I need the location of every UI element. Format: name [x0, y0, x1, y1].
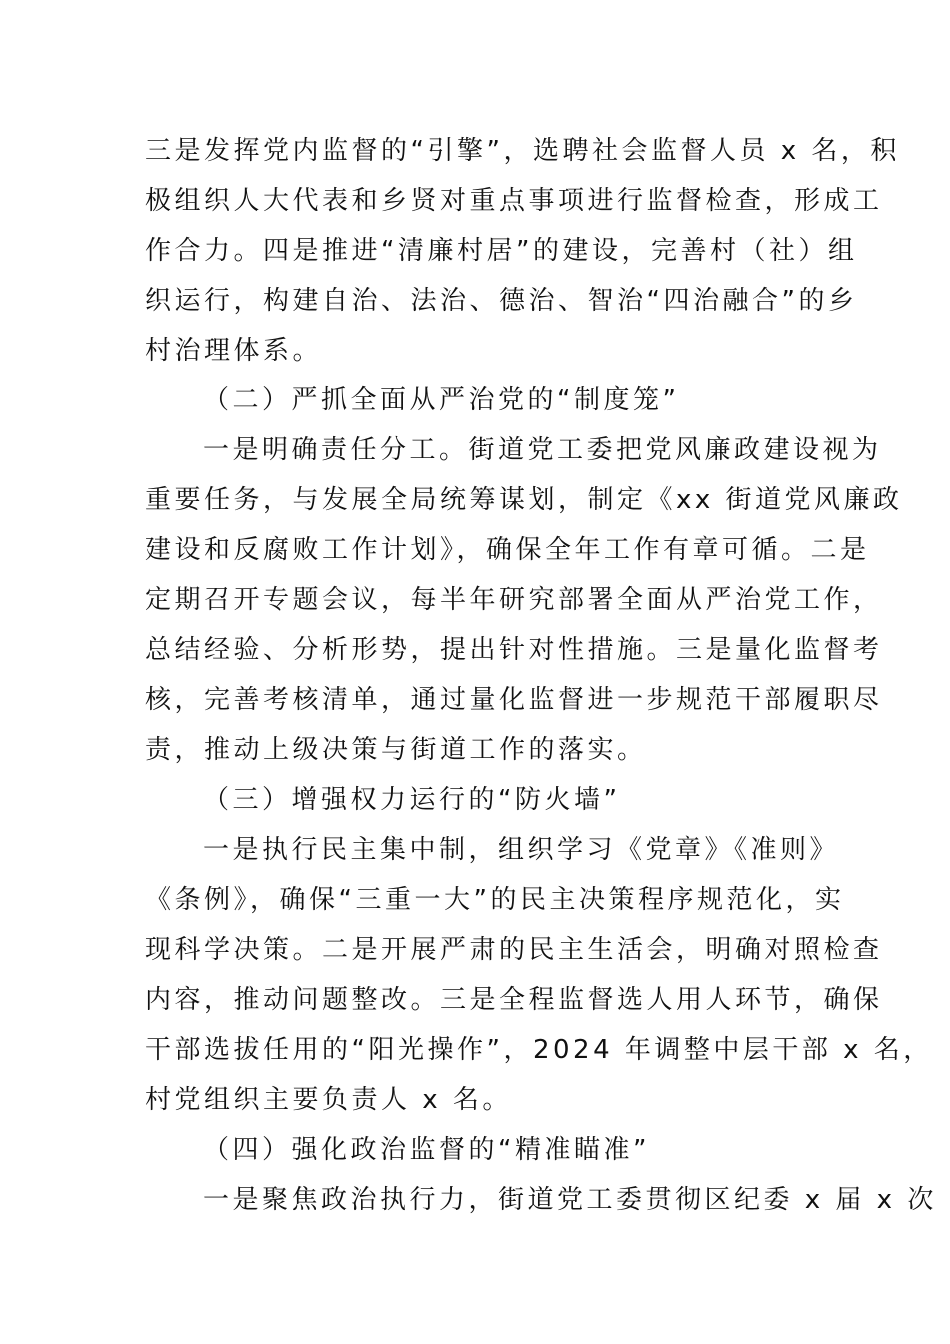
paragraph-line: 现科学决策。二是开展严肃的民主生活会，明确对照检查 — [145, 935, 883, 965]
paragraph-line: 《条例》，确保“三重一大”的民主决策程序规范化，实 — [145, 885, 845, 915]
paragraph-line: 一是执行民主集中制，组织学习《党章》《准则》 — [203, 835, 840, 865]
section-heading: （四）强化政治监督的“精准瞄准” — [203, 1135, 650, 1165]
paragraph-line: 定期召开专题会议，每半年研究部署全面从严治党工作， — [145, 585, 883, 615]
paragraph-line: 总结经验、分析形势，提出针对性措施。三是量化监督考 — [145, 635, 883, 665]
paragraph-line: 干部选拔任用的“阳光操作”，2024 年调整中层干部 x 名， — [145, 1035, 933, 1065]
section-heading: （二）严抓全面从严治党的“制度笼” — [203, 385, 680, 415]
paragraph-line: 村党组织主要负责人 x 名。 — [145, 1085, 512, 1115]
paragraph-line: 重要任务，与发展全局统筹谋划，制定《xx 街道党风廉政 — [145, 485, 903, 515]
paragraph-line: 三是发挥党内监督的“引擎”，选聘社会监督人员 x 名，积 — [145, 136, 900, 166]
paragraph-line: 一是明确责任分工。街道党工委把党风廉政建设视为 — [203, 435, 882, 465]
paragraph-line: 极组织人大代表和乡贤对重点事项进行监督检查，形成工 — [145, 186, 883, 216]
paragraph-line: 作合力。四是推进“清廉村居”的建设，完善村（社）组 — [145, 236, 858, 266]
paragraph-line: 建设和反腐败工作计划》，确保全年工作有章可循。二是 — [145, 535, 870, 565]
paragraph-line: 内容，推动问题整改。三是全程监督选人用人环节，确保 — [145, 985, 883, 1015]
paragraph-line: 责，推动上级决策与街道工作的落实。 — [145, 735, 647, 765]
section-heading: （三）增强权力运行的“防火墙” — [203, 785, 621, 815]
paragraph-line: 织运行，构建自治、法治、德治、智治“四治融合”的乡 — [145, 286, 858, 316]
paragraph-line: 一是聚焦政治执行力，街道党工委贯彻区纪委 x 届 x 次 — [203, 1185, 937, 1215]
paragraph-line: 核，完善考核清单，通过量化监督进一步规范干部履职尽 — [145, 685, 883, 715]
paragraph-line: 村治理体系。 — [145, 336, 323, 366]
